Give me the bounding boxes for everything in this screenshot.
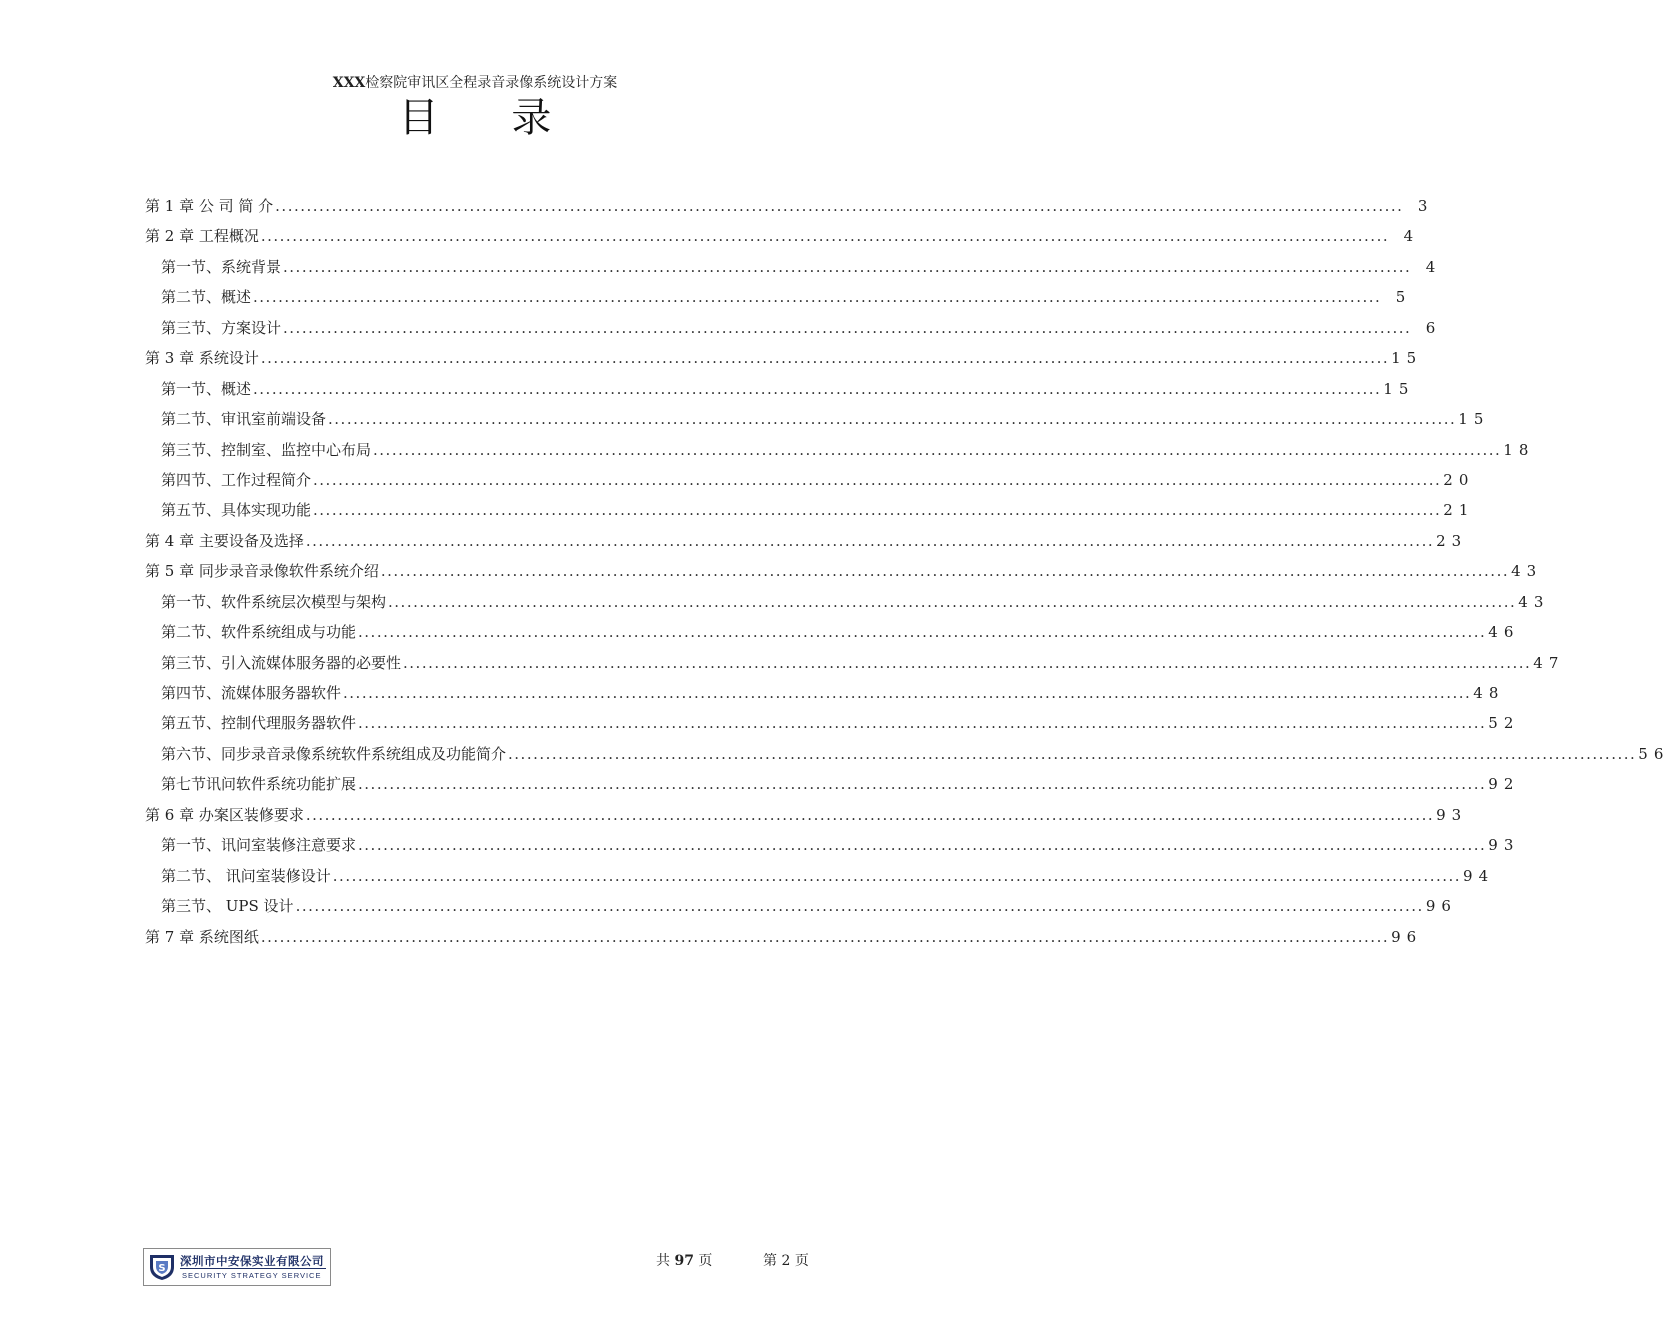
toc-section-entry[interactable] [145, 708, 1520, 738]
toc-entry-label: 第二节、 讯问室装修设计 [161, 866, 331, 885]
table-of-contents [145, 191, 1669, 952]
total-pages [656, 1250, 712, 1270]
toc-section-entry[interactable] [145, 769, 1520, 799]
toc-dot-leader [381, 556, 1509, 586]
toc-entry-page-number: 48 [1473, 684, 1505, 702]
toc-entry-label: 第四节、流媒体服务器软件 [161, 684, 342, 702]
toc-dot-leader [373, 435, 1501, 465]
toc-entry-label: 第七节讯问软件系统功能扩展 [161, 775, 357, 794]
toc-section-entry[interactable] [145, 404, 1490, 434]
total-pages-number: 97 [674, 1253, 694, 1269]
toc-entry-label: 第六节、同步录音录像系统软件系统组成及功能简介 [161, 744, 507, 763]
toc-dot-leader [306, 526, 1434, 556]
toc-chapter-entry[interactable] [145, 922, 1423, 952]
toc-entry-label: 第 1 章 公 司 简 介 [145, 197, 274, 215]
toc-entry-label: 第三节、引入流媒体服务器的必要性 [161, 653, 402, 672]
toc-entry-label: 第三节、方案设计 [161, 318, 282, 337]
toc-dot-leader [358, 708, 1486, 738]
toc-entry-page-number: 5 [1395, 288, 1412, 307]
toc-section-entry[interactable] [145, 678, 1505, 708]
svg-text:S: S [158, 1263, 166, 1274]
toc-entry-page-number: 46 [1488, 623, 1520, 642]
current-page-number: 2 [781, 1253, 791, 1269]
current-page [763, 1250, 809, 1270]
toc-dot-leader [283, 313, 1411, 343]
toc-entry-page-number: 94 [1463, 866, 1495, 885]
toc-entry-label: 第 2 章 工程概况 [145, 227, 259, 246]
toc-entry-label: 第一节、概述 [161, 379, 252, 398]
toc-chapter-entry[interactable] [145, 343, 1423, 373]
toc-dot-leader [358, 617, 1486, 647]
toc-dot-leader [283, 252, 1411, 282]
toc-entry-page-number: 93 [1436, 805, 1468, 824]
toc-section-entry[interactable] [145, 465, 1475, 495]
toc-entry-page-number: 4 [1425, 257, 1442, 276]
total-pages-prefix: 共 [656, 1253, 675, 1269]
toc-entry-page-number: 93 [1488, 836, 1520, 855]
header-title: 检察院审讯区全程录音录像系统设计方案 [365, 75, 618, 91]
toc-entry-label: 第 5 章 同步录音录像软件系统介绍 [145, 562, 379, 581]
toc-entry-label: 第二节、软件系统组成与功能 [161, 623, 357, 642]
toc-section-entry[interactable] [145, 891, 1457, 921]
toc-chapter-entry[interactable] [145, 526, 1468, 556]
toc-chapter-entry[interactable] [145, 221, 1420, 251]
toc-entry-label: 第 4 章 主要设备及选择 [145, 531, 304, 550]
logo-tagline: SECURITY STRATEGY SERVICE [182, 1271, 322, 1280]
toc-entry-page-number: 15 [1391, 349, 1423, 368]
toc-entry-page-number: 56 [1638, 744, 1669, 763]
toc-dot-leader [261, 221, 1389, 251]
toc-entry-label: 第五节、具体实现功能 [161, 501, 312, 520]
toc-dot-leader [508, 739, 1636, 769]
toc-entry-label: 第三节、控制室、监控中心布局 [161, 440, 372, 459]
toc-section-entry[interactable] [145, 861, 1495, 891]
shield-icon [147, 1252, 177, 1282]
toc-dot-leader [306, 800, 1434, 830]
toc-entry-label: 第一节、软件系统层次模型与架构 [161, 592, 387, 611]
toc-entry-page-number: 18 [1503, 440, 1535, 459]
toc-section-entry[interactable] [145, 587, 1550, 617]
toc-section-entry[interactable] [145, 739, 1669, 769]
toc-section-entry[interactable] [145, 282, 1412, 312]
toc-dot-leader [333, 861, 1461, 891]
toc-entry-label: 第 6 章 办案区装修要求 [145, 805, 304, 824]
toc-entry-page-number: 15 [1383, 379, 1415, 398]
toc-section-entry[interactable] [145, 495, 1475, 525]
toc-entry-page-number: 6 [1425, 318, 1442, 337]
toc-section-entry[interactable] [145, 617, 1520, 647]
toc-section-entry[interactable] [145, 313, 1442, 343]
toc-section-entry[interactable] [145, 374, 1415, 404]
toc-dot-leader [313, 495, 1441, 525]
toc-dot-leader [261, 922, 1389, 952]
toc-entry-label: 第一节、讯问室装修注意要求 [161, 836, 357, 855]
toc-dot-leader [328, 404, 1456, 434]
current-page-suffix: 页 [790, 1253, 809, 1269]
toc-chapter-entry[interactable] [145, 191, 1434, 221]
toc-entry-label: 第四节、工作过程简介 [161, 470, 312, 489]
company-logo [143, 1248, 331, 1286]
toc-chapter-entry[interactable] [145, 556, 1543, 586]
toc-dot-leader [343, 678, 1471, 708]
total-pages-suffix: 页 [693, 1253, 713, 1269]
toc-entry-page-number: 4 [1403, 227, 1420, 246]
toc-entry-page-number: 23 [1436, 531, 1468, 550]
toc-entry-label: 第 7 章 系统图纸 [145, 927, 259, 946]
toc-entry-page-number: 52 [1488, 714, 1520, 733]
toc-entry-page-number: 92 [1488, 775, 1520, 794]
current-page-prefix: 第 [763, 1253, 782, 1269]
toc-dot-leader [313, 465, 1441, 495]
toc-dot-leader [253, 282, 1381, 312]
toc-dot-leader [358, 830, 1486, 860]
toc-entry-page-number: 47 [1533, 653, 1565, 672]
toc-entry-page-number: 15 [1458, 410, 1490, 429]
toc-dot-leader [358, 769, 1486, 799]
toc-entry-page-number: 21 [1443, 501, 1475, 520]
toc-section-entry[interactable] [145, 830, 1520, 860]
toc-dot-leader [275, 191, 1403, 221]
toc-section-entry[interactable] [145, 435, 1535, 465]
toc-entry-label: 第二节、概述 [161, 288, 252, 307]
toc-entry-page-number: 20 [1443, 470, 1475, 489]
toc-dot-leader [253, 374, 1381, 404]
toc-entry-label: 第二节、审讯室前端设备 [161, 410, 327, 429]
logo-company-name: 深圳市中安保实业有限公司 [180, 1254, 324, 1268]
toc-dot-leader [403, 648, 1531, 678]
toc-entry-label: 第一节、系统背景 [161, 257, 282, 276]
toc-dot-leader [261, 343, 1389, 373]
toc-entry-label: 第三节、 UPS 设计 [161, 897, 294, 916]
toc-section-entry[interactable] [145, 252, 1442, 282]
header-prefix: XXX [332, 75, 366, 91]
toc-entry-page-number: 43 [1511, 562, 1543, 581]
toc-dot-leader [388, 587, 1516, 617]
toc-title: 目 录 [398, 95, 582, 141]
toc-entry-page-number: 3 [1417, 197, 1434, 215]
toc-entry-page-number: 43 [1518, 592, 1550, 611]
toc-entry-page-number: 96 [1425, 897, 1457, 916]
toc-dot-leader [296, 891, 1424, 921]
toc-entry-label: 第 3 章 系统设计 [145, 349, 259, 368]
toc-chapter-entry[interactable] [145, 800, 1468, 830]
toc-entry-page-number: 96 [1391, 927, 1423, 946]
toc-entry-label: 第五节、控制代理服务器软件 [161, 714, 357, 733]
logo-divider [180, 1268, 326, 1269]
toc-section-entry[interactable] [145, 648, 1565, 678]
